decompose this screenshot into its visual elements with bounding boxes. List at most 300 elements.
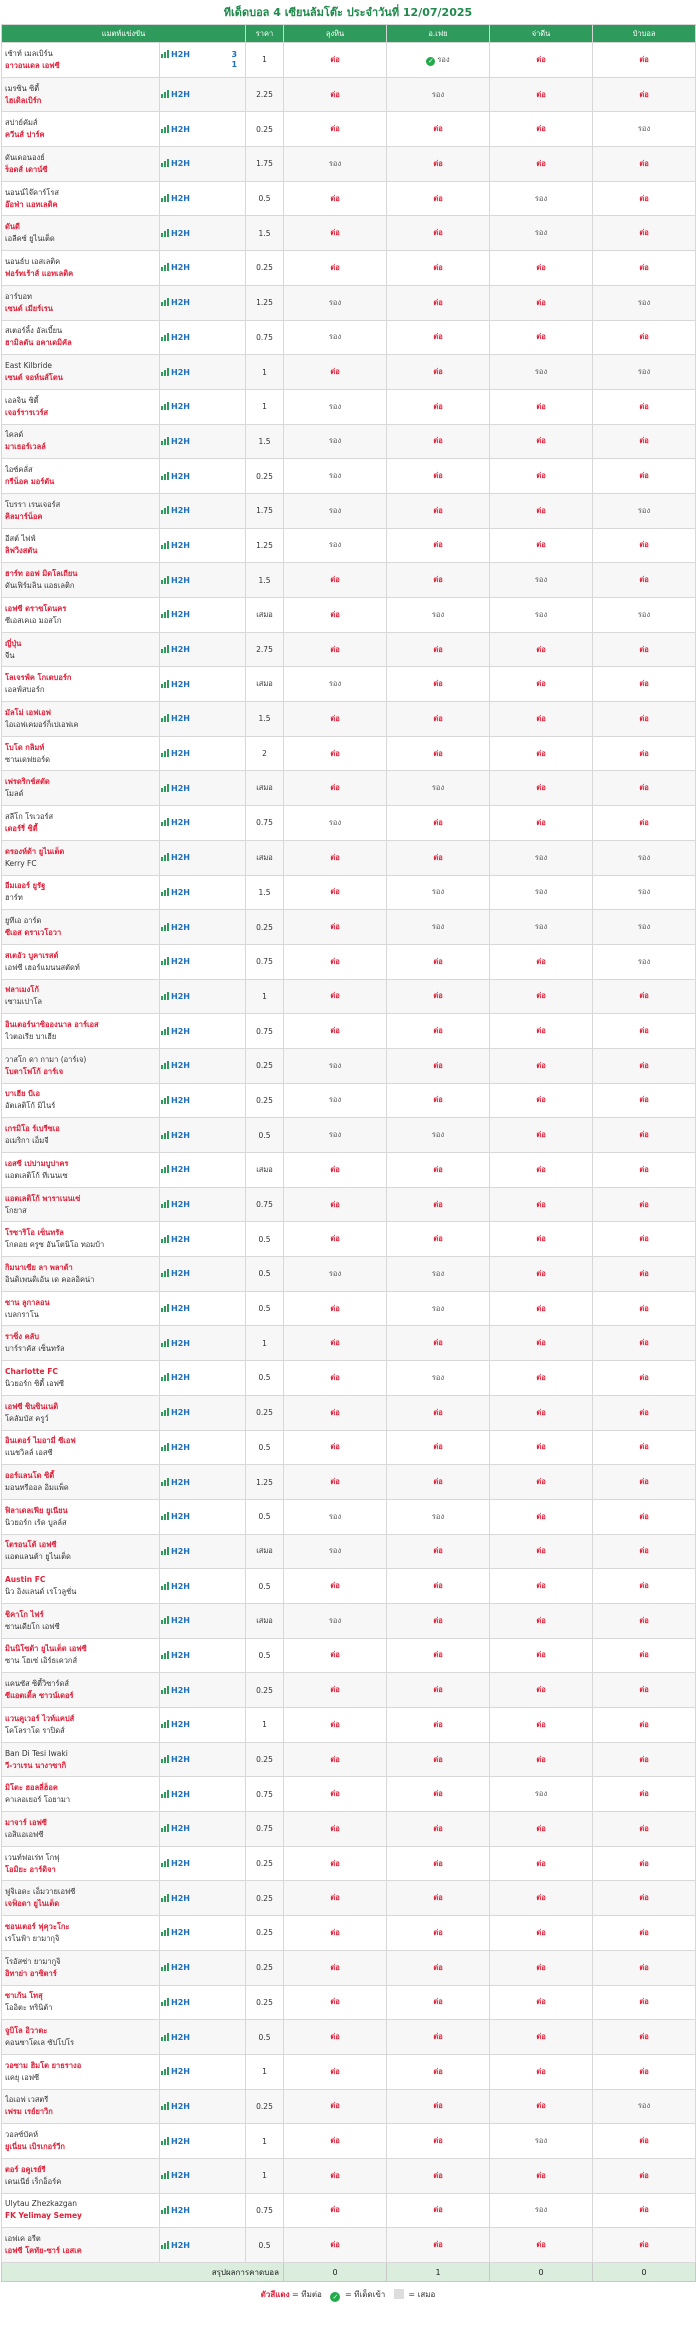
h2h-link[interactable] <box>161 610 190 619</box>
odds-cell: 0.75 <box>246 806 284 841</box>
h2h-cell <box>160 43 246 78</box>
h2h-link[interactable] <box>161 1547 190 1556</box>
match-cell <box>2 1187 160 1222</box>
h2h-label: H2H <box>171 714 190 724</box>
tip-cell: ต่อ <box>490 1638 593 1673</box>
odds-cell: 0.75 <box>246 1014 284 1049</box>
tip-cell: ต่อ <box>490 251 593 286</box>
h2h-link[interactable] <box>161 957 190 966</box>
h2h-label: H2H <box>171 1963 190 1973</box>
away-team: จีน <box>5 650 15 660</box>
h2h-cell <box>160 632 246 667</box>
table-row <box>2 528 696 563</box>
h2h-label: H2H <box>171 1893 190 1903</box>
odds-cell: 2.75 <box>246 632 284 667</box>
stats-bars-icon <box>161 1790 169 1798</box>
h2h-cell <box>160 667 246 702</box>
match-cell <box>2 771 160 806</box>
h2h-link[interactable] <box>161 2137 190 2146</box>
stats-bars-icon <box>161 645 169 653</box>
tip-cell: ต่อ <box>490 424 593 459</box>
table-row <box>2 771 696 806</box>
h2h-cell <box>160 1291 246 1326</box>
h2h-link[interactable] <box>161 1582 190 1591</box>
away-team: เอสิแอเอฟซี <box>5 1829 44 1839</box>
h2h-link[interactable] <box>161 1790 190 1799</box>
match-cell <box>2 1534 160 1569</box>
tip-cell: ต่อ <box>593 1742 696 1777</box>
stats-bars-icon <box>161 2206 169 2214</box>
home-team: มิโตะ ฮอลลี่ฮ็อค <box>5 1783 58 1793</box>
tip-cell: ต่อ <box>490 771 593 806</box>
h2h-link[interactable] <box>161 2241 190 2250</box>
home-team: โบรรา เรนเจอร์ส <box>5 499 61 509</box>
h2h-cell <box>160 736 246 771</box>
home-team: ไอเอฟ เวสตรี <box>5 2095 49 2105</box>
tip-cell: รอง <box>490 216 593 251</box>
tip-cell: ต่อ <box>593 1395 696 1430</box>
stats-bars-icon <box>161 1235 169 1243</box>
h2h-link[interactable] <box>161 1720 190 1729</box>
table-row <box>2 1048 696 1083</box>
h2h-link[interactable] <box>161 1200 190 1209</box>
h2h-link[interactable] <box>161 1339 190 1348</box>
h2h-label: H2H <box>171 1442 190 1452</box>
away-team: เซนต์ จอห์นส์โตน <box>5 373 63 383</box>
h2h-label: H2H <box>171 540 190 550</box>
tip-cell: ต่อ <box>387 493 490 528</box>
h2h-cell <box>160 840 246 875</box>
table-row <box>2 1777 696 1812</box>
away-team: ซาน โฮเซ่ เอิร์ธเควกส์ <box>5 1656 78 1666</box>
h2h-link[interactable] <box>161 1478 190 1487</box>
tip-cell: ต่อ <box>490 1014 593 1049</box>
h2h-label: H2H <box>171 367 190 377</box>
home-team: ออร์แลนโด ซิตี้ <box>5 1471 55 1481</box>
h2h-link[interactable] <box>161 1998 190 2007</box>
tip-cell: ต่อ <box>593 1708 696 1743</box>
tip-cell: ต่อ <box>387 2020 490 2055</box>
tip-cell: ต่อ <box>284 944 387 979</box>
header-tipster-2: อ.เฟย <box>387 25 490 43</box>
tip-cell: ต่อ <box>593 1777 696 1812</box>
stats-bars-icon <box>161 1027 169 1035</box>
stats-bars-icon <box>161 818 169 826</box>
h2h-link[interactable] <box>161 749 190 758</box>
header-tipster-3: จ่าดีน <box>490 25 593 43</box>
odds-cell: 0.25 <box>246 1846 284 1881</box>
tip-cell: รอง <box>387 1118 490 1153</box>
away-team: นิวยอร์ก เร้ด บูลล์ส <box>5 1517 67 1527</box>
match-cell <box>2 1499 160 1534</box>
h2h-link[interactable] <box>161 1304 190 1313</box>
odds-cell: 1 <box>246 355 284 390</box>
h2h-link[interactable] <box>161 90 190 99</box>
match-cell <box>2 1326 160 1361</box>
h2h-cell <box>160 1361 246 1396</box>
tip-cell: ต่อ <box>387 2228 490 2263</box>
odds-cell: 0.5 <box>246 2228 284 2263</box>
table-row <box>2 459 696 494</box>
tip-cell: ต่อ <box>284 1846 387 1881</box>
tip-cell: ต่อ <box>387 112 490 147</box>
table-row <box>2 355 696 390</box>
h2h-link[interactable] <box>161 1894 190 1903</box>
odds-cell: 0.25 <box>246 1742 284 1777</box>
tip-cell: ต่อ <box>387 563 490 598</box>
h2h-cell <box>160 77 246 112</box>
tip-cell: ต่อ <box>284 1326 387 1361</box>
h2h-link[interactable] <box>161 1027 190 1036</box>
h2h-cell <box>160 1569 246 1604</box>
home-team: Austin FC <box>5 1575 46 1585</box>
tip-cell: ต่อ <box>593 1118 696 1153</box>
match-cell <box>2 1118 160 1153</box>
tip-cell: ต่อ <box>490 1499 593 1534</box>
match-cell <box>2 528 160 563</box>
home-team: เซ้าท์ เมลเบิร์น <box>5 48 53 58</box>
h2h-label: H2H <box>171 922 190 932</box>
odds-cell: 0.75 <box>246 320 284 355</box>
h2h-link[interactable] <box>161 368 190 377</box>
tip-cell: ต่อ <box>284 632 387 667</box>
home-team: มัลโม่ เอฟเอฟ <box>5 707 51 717</box>
away-team: แนชวิลล์ เอสซี <box>5 1448 53 1458</box>
tip-cell: ต่อ <box>593 1083 696 1118</box>
tip-cell: ต่อ <box>284 875 387 910</box>
h2h-link[interactable] <box>161 125 190 134</box>
away-team: นิว อิงแลนด์ เรโวลูชั่น <box>5 1587 77 1597</box>
h2h-link[interactable] <box>161 1096 190 1105</box>
tip-cell: รอง <box>284 459 387 494</box>
h2h-link[interactable] <box>161 50 190 59</box>
tip-cell: ต่อ <box>387 320 490 355</box>
home-team: ราซิ่ง คลับ <box>5 1332 39 1342</box>
match-cell <box>2 320 160 355</box>
tip-cell: ต่อ <box>593 2020 696 2055</box>
odds-cell: 1.5 <box>246 216 284 251</box>
home-team: วาสโก ดา กามา (อาร์เจ) <box>5 1054 87 1064</box>
h2h-link[interactable] <box>161 576 190 585</box>
home-team: อาร์บอท <box>5 291 32 301</box>
table-row <box>2 667 696 702</box>
h2h-label: H2H <box>171 2171 190 2181</box>
h2h-link[interactable] <box>161 229 190 238</box>
match-cell <box>2 702 160 737</box>
odds-cell: 1.25 <box>246 528 284 563</box>
away-team: บาร์ราคัส เซ็นทรัล <box>5 1344 65 1354</box>
h2h-link[interactable] <box>161 1443 190 1452</box>
home-team: สเตอัว บูคาเรสต์ <box>5 950 59 960</box>
tip-cell: ต่อ <box>284 2124 387 2159</box>
header-tipster-4: ป๋าบอล <box>593 25 696 43</box>
h2h-label: H2H <box>171 1650 190 1660</box>
tip-cell: ต่อ <box>593 979 696 1014</box>
away-team: อินดิเพนดิเอ้น เด คอลอิคน่า <box>5 1274 95 1284</box>
tip-cell: รอง <box>593 112 696 147</box>
match-cell <box>2 1569 160 1604</box>
away-team: เซามเปาโล <box>5 997 42 1007</box>
stats-bars-icon <box>161 1200 169 1208</box>
h2h-link[interactable] <box>161 2206 190 2215</box>
tip-cell: ต่อ <box>387 424 490 459</box>
stats-bars-icon <box>161 1616 169 1624</box>
tips-table <box>1 24 696 2282</box>
away-team: เอลฟ์สบอร์ก <box>5 685 45 695</box>
home-team: ชิคาโก ไฟร์ <box>5 1609 44 1619</box>
match-cell <box>2 875 160 910</box>
h2h-link[interactable] <box>161 1616 190 1625</box>
tip-cell: ต่อ <box>490 2054 593 2089</box>
home-team: Ulytau Zhezkazgan <box>5 2199 77 2209</box>
h2h-link[interactable] <box>161 159 190 168</box>
h2h-link[interactable] <box>161 194 190 203</box>
table-row <box>2 1465 696 1500</box>
h2h-link[interactable] <box>161 1512 190 1521</box>
odds-cell: เสมอ <box>246 667 284 702</box>
tip-cell: ต่อ <box>490 1083 593 1118</box>
tip-cell: รอง <box>593 355 696 390</box>
tip-cell: ต่อ <box>593 1916 696 1951</box>
tip-cell: ต่อ <box>387 1916 490 1951</box>
h2h-label: H2H <box>171 402 190 412</box>
tip-cell: ต่อ <box>593 1153 696 1188</box>
h2h-link[interactable] <box>161 298 190 307</box>
match-cell <box>2 1014 160 1049</box>
match-cell <box>2 43 160 78</box>
tip-cell: ต่อ <box>284 251 387 286</box>
odds-cell: 0.25 <box>246 910 284 945</box>
tip-cell: ต่อ <box>387 1638 490 1673</box>
table-row <box>2 1881 696 1916</box>
stats-bars-icon <box>161 749 169 757</box>
tip-cell: ต่อ <box>387 632 490 667</box>
match-cell <box>2 1777 160 1812</box>
h2h-link[interactable] <box>161 923 190 932</box>
match-cell <box>2 1257 160 1292</box>
h2h-cell <box>160 875 246 910</box>
h2h-link[interactable] <box>161 1651 190 1660</box>
tip-cell: ต่อ <box>490 1985 593 2020</box>
tip-cell: ต่อ <box>490 1534 593 1569</box>
h2h-label: H2H <box>171 436 190 446</box>
h2h-link[interactable] <box>161 1061 190 1070</box>
h2h-link[interactable] <box>161 437 190 446</box>
odds-cell: 0.5 <box>246 1257 284 1292</box>
tip-cell: ต่อ <box>387 2124 490 2159</box>
h2h-link[interactable] <box>161 1269 190 1278</box>
tip-cell: ต่อ <box>490 2158 593 2193</box>
tip-cell: รอง <box>490 563 593 598</box>
away-team: มาเธอร์เวลล์ <box>5 442 46 452</box>
odds-cell: 1.75 <box>246 147 284 182</box>
odds-cell: 0.25 <box>246 1048 284 1083</box>
tip-cell: ต่อ <box>593 389 696 424</box>
tip-cell: รอง <box>284 1603 387 1638</box>
tip-cell: ต่อ <box>593 1846 696 1881</box>
table-row <box>2 2124 696 2159</box>
tip-cell: ต่อ <box>593 1291 696 1326</box>
away-team: ไฮเดิลเบิร์ก <box>5 95 42 105</box>
stats-bars-icon <box>161 1478 169 1486</box>
home-team: เอฟเค อรีต <box>5 2234 41 2244</box>
h2h-link[interactable] <box>161 680 190 689</box>
tip-cell: ต่อ <box>593 1465 696 1500</box>
stats-bars-icon <box>161 1928 169 1936</box>
tip-cell: ต่อ <box>387 667 490 702</box>
tip-cell: ต่อ <box>593 147 696 182</box>
h2h-link[interactable] <box>161 645 190 654</box>
h2h-link[interactable] <box>161 1928 190 1937</box>
h2h-link[interactable] <box>161 263 190 272</box>
stats-bars-icon <box>161 437 169 445</box>
tip-cell: ต่อ <box>387 1812 490 1847</box>
away-team: ซีเอสเคเอ มอสโก <box>5 615 62 625</box>
stats-bars-icon <box>161 194 169 202</box>
h2h-link[interactable] <box>161 853 190 862</box>
h2h-link[interactable] <box>161 2171 190 2180</box>
home-team: ตอร์ อคูเรย์รี <box>5 2164 46 2174</box>
tip-cell: รอง <box>284 667 387 702</box>
h2h-link[interactable] <box>161 992 190 1001</box>
match-cell <box>2 806 160 841</box>
stats-bars-icon <box>161 1269 169 1277</box>
h2h-link[interactable] <box>161 402 190 411</box>
tip-cell: ต่อ <box>387 1846 490 1881</box>
h2h-link[interactable] <box>161 1963 190 1972</box>
tip-cell: ต่อ <box>593 1534 696 1569</box>
h2h-link[interactable] <box>161 818 190 827</box>
table-row <box>2 1083 696 1118</box>
match-cell <box>2 1083 160 1118</box>
tip-cell: ต่อ <box>593 1014 696 1049</box>
tip-cell: รอง <box>387 1291 490 1326</box>
odds-cell: 1 <box>246 2054 284 2089</box>
h2h-link[interactable] <box>161 333 190 342</box>
match-cell <box>2 1291 160 1326</box>
h2h-link[interactable] <box>161 1755 190 1764</box>
stats-bars-icon <box>161 1686 169 1694</box>
tip-cell: ต่อ <box>387 1083 490 1118</box>
table-row <box>2 77 696 112</box>
home-team: ดรองห์ด้า ยูไนเต็ด <box>5 846 65 856</box>
tip-cell: ต่อ <box>490 1603 593 1638</box>
match-cell <box>2 632 160 667</box>
home-team: ฟลาเมงโก้ <box>5 985 39 995</box>
odds-cell: 0.25 <box>246 1881 284 1916</box>
away-team: ซีแอตเติ้ล ซาวน์เดอร์ <box>5 1691 74 1701</box>
table-row <box>2 806 696 841</box>
tip-cell: ต่อ <box>387 1742 490 1777</box>
h2h-link[interactable] <box>161 1373 190 1382</box>
h2h-link[interactable] <box>161 714 190 723</box>
h2h-link[interactable] <box>161 1408 190 1417</box>
tip-cell: ต่อ <box>593 1812 696 1847</box>
h2h-cell <box>160 216 246 251</box>
h2h-link[interactable] <box>161 2102 190 2111</box>
h2h-link[interactable] <box>161 2067 190 2076</box>
table-row <box>2 493 696 528</box>
h2h-cell <box>160 493 246 528</box>
odds-cell: 0.5 <box>246 1430 284 1465</box>
tip-cell: ต่อ <box>387 1777 490 1812</box>
tip-cell: รอง <box>387 1257 490 1292</box>
h2h-cell <box>160 1153 246 1188</box>
match-cell <box>2 147 160 182</box>
tip-cell: ต่อ <box>284 736 387 771</box>
h2h-cell <box>160 1118 246 1153</box>
h2h-link[interactable] <box>161 1235 190 1244</box>
page <box>1 0 695 2308</box>
h2h-link[interactable] <box>161 1824 190 1833</box>
tip-cell: ต่อ <box>490 667 593 702</box>
away-team: โคโลราโด ราปิดส์ <box>5 1725 65 1735</box>
table-row <box>2 2228 696 2263</box>
tip-cell: ต่อ <box>490 459 593 494</box>
odds-cell: 0.5 <box>246 1118 284 1153</box>
match-cell <box>2 563 160 598</box>
h2h-cell <box>160 1881 246 1916</box>
stats-bars-icon <box>161 1304 169 1312</box>
h2h-link[interactable] <box>161 506 190 515</box>
tip-cell: รอง <box>284 1083 387 1118</box>
odds-cell: 0.5 <box>246 181 284 216</box>
stats-bars-icon <box>161 263 169 271</box>
tip-cell: ต่อ <box>387 1603 490 1638</box>
home-team: Ban Di Tesi Iwaki <box>5 1748 68 1758</box>
h2h-link[interactable] <box>161 888 190 897</box>
tip-cell: ต่อ <box>284 77 387 112</box>
h2h-label: H2H <box>171 49 190 59</box>
home-team: แคนซัส ซิตี้วิซาร์ดส์ <box>5 1679 69 1689</box>
h2h-link[interactable] <box>161 1686 190 1695</box>
h2h-label: H2H <box>171 298 190 308</box>
h2h-link[interactable] <box>161 784 190 793</box>
h2h-link[interactable] <box>161 2033 190 2042</box>
odds-cell: 1.5 <box>246 424 284 459</box>
h2h-cell <box>160 1257 246 1292</box>
h2h-label: H2H <box>171 1789 190 1799</box>
tip-cell: รอง <box>387 1361 490 1396</box>
h2h-label: H2H <box>171 2101 190 2111</box>
h2h-label: H2H <box>171 332 190 342</box>
tip-cell: ต่อ <box>284 1742 387 1777</box>
h2h-link[interactable] <box>161 1165 190 1174</box>
stats-bars-icon <box>161 2171 169 2179</box>
stats-bars-icon <box>161 333 169 341</box>
h2h-cell <box>160 702 246 737</box>
h2h-link[interactable] <box>161 1859 190 1868</box>
h2h-cell <box>160 2054 246 2089</box>
odds-cell: 0.25 <box>246 1985 284 2020</box>
match-cell <box>2 2124 160 2159</box>
tip-cell: รอง <box>593 493 696 528</box>
h2h-link[interactable] <box>161 1131 190 1140</box>
h2h-link[interactable] <box>161 541 190 550</box>
h2h-cell <box>160 2193 246 2228</box>
away-team: อิทาย่า อาซิตาร์ <box>5 1968 57 1978</box>
tip-cell: ต่อ <box>490 1881 593 1916</box>
home-team: เวนท์ฟอเร่ท โกฟุ <box>5 1852 60 1862</box>
tip-cell: รอง <box>284 285 387 320</box>
h2h-label: H2H <box>171 2240 190 2250</box>
tip-cell: ต่อ <box>490 2020 593 2055</box>
odds-cell: 2 <box>246 736 284 771</box>
h2h-link[interactable] <box>161 472 190 481</box>
legend-win-desc: = ทีเด็ดเข้า <box>344 2290 386 2299</box>
match-cell <box>2 2089 160 2124</box>
home-team: แอตเลติโก้ พาราเนนเซ่ <box>5 1193 81 1203</box>
